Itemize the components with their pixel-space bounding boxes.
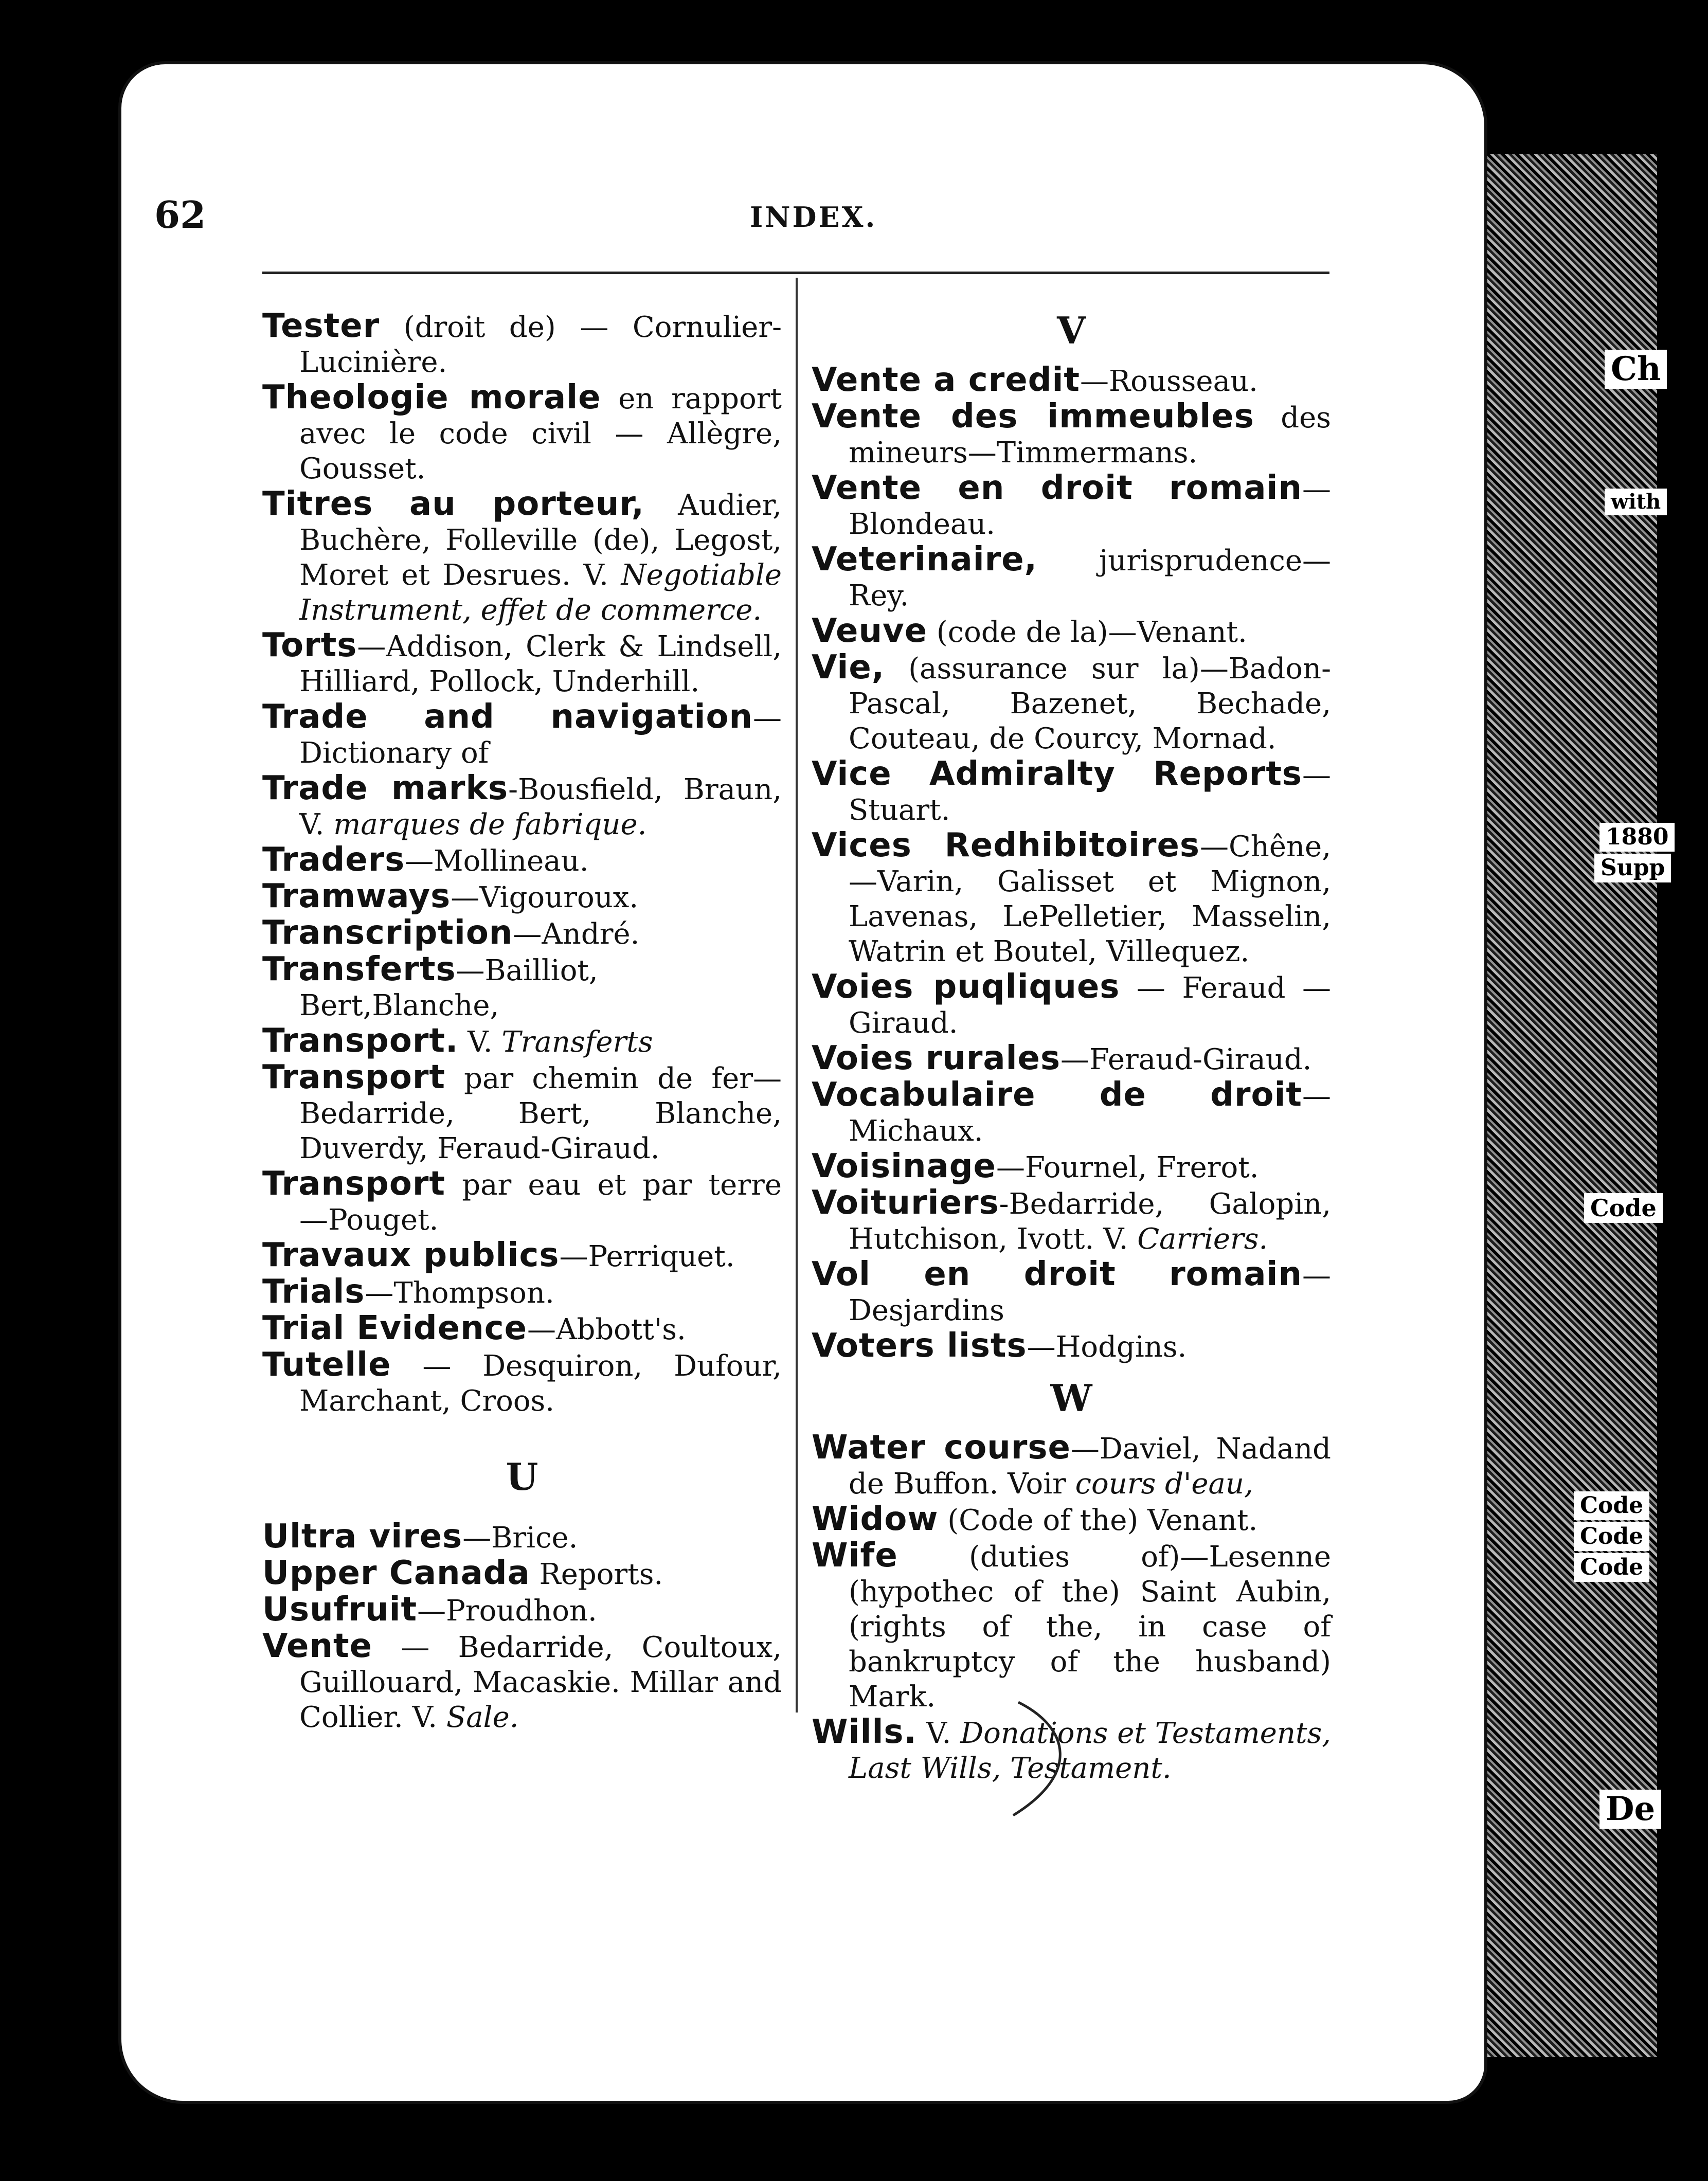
index-term: Voies puqliques (812, 968, 1120, 1006)
index-references: —Perriquet. (559, 1240, 735, 1273)
adjacent-fragment: Ch (1605, 350, 1667, 389)
section-letter-u: U (506, 1455, 538, 1499)
index-cross-reference: Transferts (501, 1025, 653, 1059)
index-term: Vice Admiralty Reports (812, 755, 1302, 793)
index-references: —Chêne, —Varin, Galisset et Mignon, Lavenas, LePelletier, Masselin, Watrin et Boutel, Villequez. (849, 830, 1331, 968)
index-references: (assurance sur la)—Badon-Pascal, Bazenet, Bechade, Couteau, de Courcy, Mornad. (849, 652, 1331, 755)
index-term: Trade marks (262, 769, 509, 807)
index-references: -Bedarride, Galopin, Hutchison, Ivott. V. (849, 1187, 1331, 1256)
adjacent-fragment: Supp (1594, 854, 1671, 882)
index-term: Voisinage (812, 1147, 996, 1185)
index-cross-reference: cours d'eau, (1075, 1467, 1253, 1501)
index-references: —Fournel, Frerot. (996, 1151, 1259, 1184)
index-references: —Stuart. (849, 759, 1331, 827)
index-entry (812, 1077, 1331, 1149)
index-references: —Thompson. (365, 1276, 554, 1310)
index-term: Ultra vires (262, 1518, 463, 1556)
index-term: Wills. (812, 1713, 917, 1751)
index-term: Traders (262, 841, 405, 879)
left-column (262, 309, 782, 1735)
pencil-mark (1008, 1697, 1085, 1820)
index-entry (812, 1041, 1331, 1077)
index-entry (812, 1502, 1331, 1538)
index-references: V. (458, 1025, 502, 1059)
page-number: 62 (154, 193, 206, 237)
index-entry (812, 1430, 1331, 1502)
index-references: —André. (513, 917, 640, 951)
index-entry (812, 399, 1331, 471)
index-term: Vie, (812, 648, 885, 687)
index-entry (262, 380, 782, 486)
index-entry (812, 471, 1331, 542)
index-references: Audier, Buchère, Folleville (de), Legost, Moret et Desrues. V. (299, 489, 782, 592)
index-entry (262, 771, 782, 842)
index-term: Torts (262, 626, 357, 664)
index-references: —Blondeau. (849, 473, 1331, 541)
index-references: — Feraud — Giraud. (849, 971, 1331, 1040)
index-references: —Rousseau. (1080, 365, 1258, 398)
index-references: —Mollineau. (405, 844, 589, 878)
adjacent-fragment: Code (1574, 1491, 1649, 1520)
index-entry (812, 1257, 1331, 1328)
index-entry (262, 1023, 782, 1060)
index-references: — Bedarride, Coultoux, Guillouard, Macaskie. Millar and Collier. V. (299, 1631, 782, 1734)
index-term: Voies rurales (812, 1039, 1061, 1077)
index-term: Vente a credit (812, 361, 1080, 399)
index-entry (812, 828, 1331, 969)
index-term: Tutelle (262, 1346, 391, 1384)
index-cross-reference: Negotiable Instrument, effet de commerce. (299, 558, 782, 627)
index-entry (812, 614, 1331, 650)
index-entry (262, 628, 782, 699)
right-column (812, 309, 1331, 1786)
index-references: — Desquiron, Dufour, Marchant, Croos. (299, 1349, 782, 1418)
adjacent-fragment: with (1605, 489, 1667, 515)
index-term: Titres au porteur, (262, 485, 644, 523)
index-references: par eau et par terre —Pouget. (299, 1168, 782, 1237)
index-references: jurisprudence—Rey. (849, 544, 1331, 612)
index-references: (droit de) — Cornulier-Lucinière. (299, 311, 782, 379)
index-references: par chemin de fer—Bedarride, Bert, Blanche, Duverdy, Feraud-Giraud. (299, 1062, 782, 1165)
index-references: —Hodgins. (1027, 1330, 1187, 1364)
index-references: —Proudhon. (417, 1594, 597, 1628)
section-letter-v: V (1057, 309, 1086, 352)
index-entry (812, 1185, 1331, 1257)
index-entry (262, 1629, 782, 1735)
index-references: des mineurs—Timmermans. (849, 401, 1331, 470)
index-entry (262, 1347, 782, 1419)
index-references: —Vigouroux. (451, 881, 639, 914)
index-references: —Brice. (462, 1521, 578, 1555)
index-entry (812, 1328, 1331, 1365)
index-entry (262, 952, 782, 1023)
index-cross-reference: Carriers. (1137, 1222, 1268, 1256)
index-term: Voituriers (812, 1184, 999, 1222)
index-term: Veuve (812, 612, 928, 650)
index-entry (262, 1166, 782, 1238)
index-entry (262, 1060, 782, 1166)
index-term: Usufruit (262, 1591, 418, 1629)
index-entry (262, 309, 782, 380)
page-title: INDEX. (750, 201, 877, 233)
index-references: V. (916, 1717, 961, 1750)
index-references: (Code of the) Venant. (938, 1504, 1258, 1537)
index-references: (duties of)—Lesenne (hypothec of the) Saint Aubin, (rights of the, in case of bankruptcy of the husband) Mark. (849, 1540, 1331, 1714)
index-entry (262, 1592, 782, 1629)
index-term: Vol en droit romain (812, 1255, 1302, 1293)
adjacent-fragment: Code (1574, 1522, 1649, 1551)
index-entry (262, 915, 782, 952)
index-cross-reference: Donations et Testaments, Last Wills, Testament. (849, 1717, 1331, 1785)
index-term: Upper Canada (262, 1554, 530, 1592)
index-references: —Desjardins (849, 1259, 1331, 1327)
index-references: en rapport avec le code civil — Allègre, Gousset. (299, 382, 782, 485)
index-term: Vocabulaire de droit (812, 1076, 1302, 1114)
index-entry (262, 699, 782, 771)
index-entry (812, 650, 1331, 756)
index-entry (262, 1274, 782, 1311)
index-term: Trials (262, 1273, 365, 1311)
index-term: Widow (812, 1500, 939, 1538)
index-term: Transport (262, 1165, 445, 1203)
index-entry (812, 542, 1331, 614)
index-entry (262, 486, 782, 628)
section-letter-w: W (1050, 1376, 1092, 1420)
index-entry (812, 969, 1331, 1041)
index-entry (262, 1556, 782, 1592)
index-references: —Dictionary of (299, 701, 782, 770)
index-term: Voters lists (812, 1327, 1027, 1365)
index-term: Veterinaire, (812, 540, 1037, 579)
index-references: —Daviel, Nadand de Buffon. Voir (849, 1432, 1331, 1501)
index-term: Vente des immeubles (812, 398, 1254, 436)
index-entry (262, 1519, 782, 1556)
index-term: Wife (812, 1537, 898, 1575)
index-entry (262, 1311, 782, 1347)
index-entry (812, 363, 1331, 399)
index-references: —Bailliot, Bert,Blanche, (299, 954, 598, 1022)
index-cross-reference: marques de fabrique. (333, 808, 647, 841)
index-entry (812, 1538, 1331, 1715)
index-term: Transferts (262, 950, 456, 988)
index-term: Vente en droit romain (812, 469, 1302, 507)
adjacent-fragment: 1880 (1599, 823, 1675, 852)
index-term: Transport (262, 1058, 445, 1096)
index-references: —Michaux. (849, 1079, 1331, 1148)
adjacent-fragment: Code (1584, 1193, 1663, 1223)
index-term: Water course (812, 1429, 1071, 1467)
index-entry (812, 756, 1331, 828)
index-term: Trade and navigation (262, 698, 753, 736)
adjacent-page-strip (1487, 154, 1657, 2057)
index-term: Vente (262, 1627, 372, 1665)
index-entry (812, 1149, 1331, 1185)
index-term: Trial Evidence (262, 1309, 528, 1347)
index-term: Tramways (262, 877, 451, 915)
index-term: Theologie morale (262, 378, 601, 417)
index-references: (code de la)—Venant. (927, 616, 1247, 649)
index-entry (262, 842, 782, 879)
header-rule (262, 272, 1329, 274)
adjacent-fragment: De (1599, 1790, 1661, 1829)
index-term: Transport. (262, 1022, 459, 1060)
column-divider (796, 278, 798, 1713)
index-references: —Feraud-Giraud. (1060, 1043, 1312, 1076)
index-entry (262, 1238, 782, 1274)
index-references: —Addison, Clerk & Lindsell, Hilliard, Pollock, Underhill. (299, 630, 782, 698)
index-references: -Bousfield, Braun, V. (299, 773, 782, 841)
index-term: Travaux publics (262, 1236, 560, 1274)
index-references: —Abbott's. (527, 1313, 686, 1346)
index-term: Transcription (262, 914, 513, 952)
adjacent-fragment: Code (1574, 1553, 1649, 1582)
index-term: Vices Redhibitoires (812, 826, 1200, 864)
index-entry (262, 879, 782, 915)
index-cross-reference: Sale. (446, 1701, 519, 1734)
index-references: Reports. (530, 1558, 663, 1591)
index-term: Tester (262, 307, 380, 345)
